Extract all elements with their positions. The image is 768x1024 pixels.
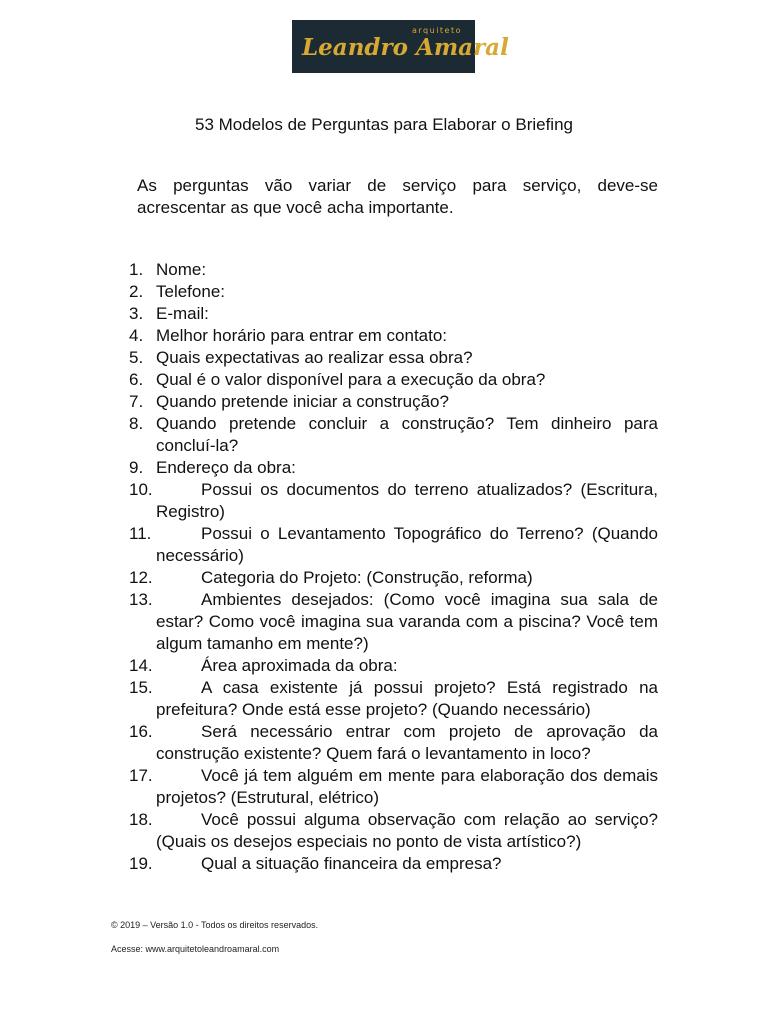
footer-website: Acesse: www.arquitetoleandroamaral.com: [111, 944, 280, 954]
question-text: Endereço da obra:: [156, 458, 296, 477]
question-item: [129, 303, 658, 325]
intro-paragraph: As perguntas vão variar de serviço para serviço, deve-se acrescentar as que você acha importante.: [137, 176, 658, 217]
question-number: 12.: [129, 568, 153, 587]
question-list: [129, 259, 658, 875]
logo-name: Leandro Amaral: [302, 34, 509, 61]
question-item: [129, 479, 658, 523]
question-item: [129, 523, 658, 567]
question-text: E-mail:: [156, 304, 209, 323]
question-number: 11.: [129, 524, 152, 543]
question-number: 8.: [129, 414, 144, 433]
question-item: [129, 765, 658, 809]
question-item: [129, 281, 658, 303]
question-text: Ambientes desejados: (Como você imagina sua sala de estar? Como você imagina sua varanda com a piscina? Você tem algum tamanho em mente?): [156, 590, 658, 653]
question-text: Qual é o valor disponível para a execução da obra?: [156, 370, 546, 389]
question-number: 3.: [129, 304, 144, 323]
logo-subtitle: arquiteto: [412, 26, 463, 35]
question-number: 9.: [129, 458, 144, 477]
question-text: Telefone:: [156, 282, 225, 301]
question-text: Quais expectativas ao realizar essa obra?: [156, 348, 473, 367]
question-item: [129, 853, 658, 875]
question-item: [129, 259, 658, 281]
question-number: 14.: [129, 656, 153, 675]
question-text: Quando pretende concluir a construção? Tem dinheiro para concluí-la?: [156, 414, 658, 455]
question-number: 13.: [129, 590, 153, 609]
question-number: 1.: [129, 260, 144, 279]
question-number: 15.: [129, 678, 153, 697]
question-text: Área aproximada da obra:: [201, 656, 398, 675]
question-number: 10.: [129, 480, 153, 499]
question-text: Nome:: [156, 260, 207, 279]
question-item: [129, 457, 658, 479]
question-number: 6.: [129, 370, 144, 389]
question-item: [129, 413, 658, 457]
question-text: Possui o Levantamento Topográfico do Terreno? (Quando necessário): [156, 524, 658, 565]
question-number: 2.: [129, 282, 144, 301]
question-text: Você já tem alguém em mente para elaboração dos demais projetos? (Estrutural, elétrico): [156, 766, 658, 807]
question-number: 19.: [129, 854, 153, 873]
question-item: [129, 721, 658, 765]
question-number: 7.: [129, 392, 144, 411]
brand-logo: [292, 20, 509, 73]
document-title: 53 Modelos de Perguntas para Elaborar o Briefing: [194, 115, 573, 134]
question-text: A casa existente já possui projeto? Está registrado na prefeitura? Onde está esse projeto? (Quando necessário): [156, 678, 658, 719]
question-item: [129, 809, 658, 853]
question-item: [129, 325, 658, 347]
question-number: 18.: [129, 810, 153, 829]
question-number: 16.: [129, 722, 153, 741]
question-item: [129, 567, 658, 589]
question-item: [129, 391, 658, 413]
footer-copyright: © 2019 – Versão 1.0 - Todos os direitos reservados.: [111, 920, 319, 930]
question-text: Qual a situação financeira da empresa?: [201, 854, 502, 873]
question-text: Categoria do Projeto: (Construção, reforma): [201, 568, 533, 587]
question-text: Será necessário entrar com projeto de aprovação da construção existente? Quem fará o levantamento in loco?: [156, 722, 658, 763]
question-item: [129, 347, 658, 369]
question-number: 4.: [129, 326, 144, 345]
question-text: Melhor horário para entrar em contato:: [156, 326, 448, 345]
question-text: Possui os documentos do terreno atualizados? (Escritura, Registro): [156, 480, 658, 521]
question-text: Quando pretende iniciar a construção?: [156, 392, 449, 411]
question-number: 17.: [129, 766, 153, 785]
question-item: [129, 369, 658, 391]
question-number: 5.: [129, 348, 144, 367]
question-text: Você possui alguma observação com relação ao serviço? (Quais os desejos especiais no ponto de vista artístico?): [156, 810, 658, 851]
question-item: [129, 589, 658, 655]
question-item: [129, 677, 658, 721]
question-item: [129, 655, 658, 677]
